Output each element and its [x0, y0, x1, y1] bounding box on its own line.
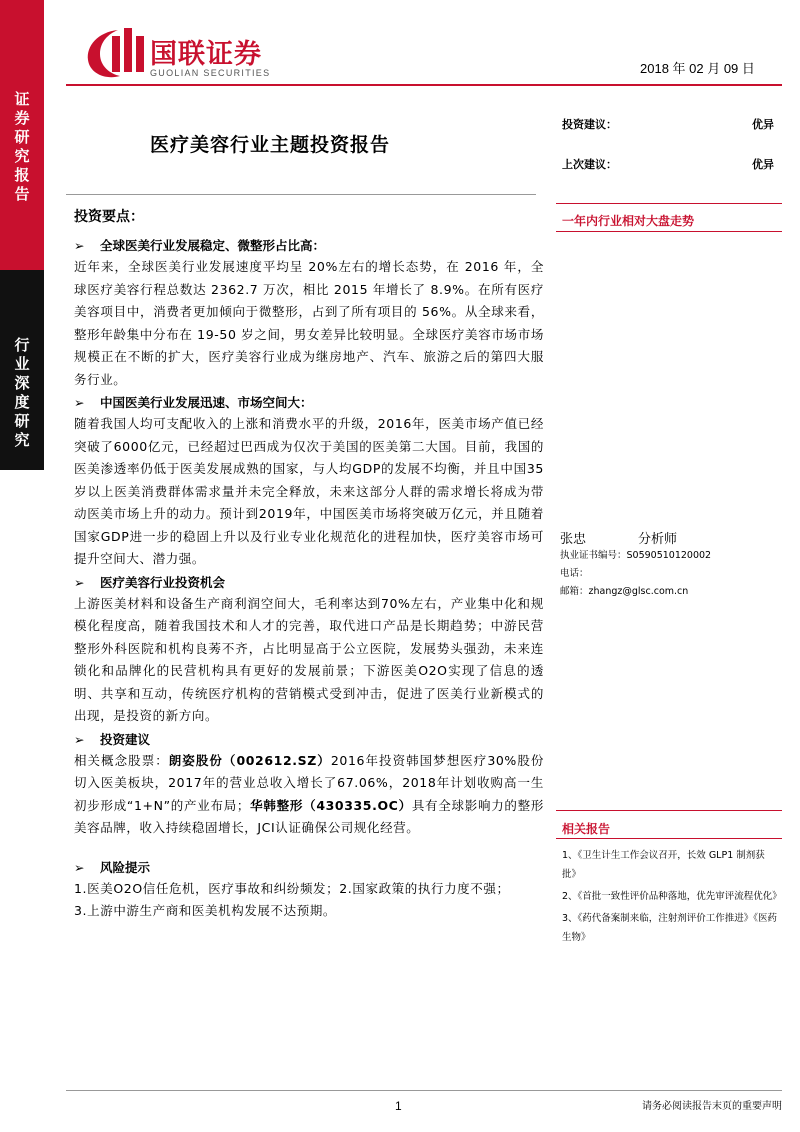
report-title: 医疗美容行业主题投资报告 — [150, 134, 391, 156]
related-item[interactable]: 2、《首批一致性评价品种落地，优先审评流程优化》 — [562, 891, 782, 902]
footer-divider — [66, 1090, 782, 1091]
footer-disclaimer: 请务必阅读报告末页的重要声明 — [642, 1101, 782, 1112]
arrow-icon: ➢ — [74, 238, 85, 253]
title-divider — [66, 194, 536, 195]
section-paragraph: 上游医美材料和设备生产商利润空间大，毛利率达到70%左右，产业集中化和规模化程度高，随着我国技术和人才的完善，取代进口产品是长期趋势；中游民营整形外科医院和机构良莠不齐，占比明显高于公立医院，发展势头强劲，未来连锁化和品牌化的民营机构具有更好的发展前景；下游医美O2O实现了信息的透明、共享和互动，传统医疗机构的营销模式受到冲击，促进了医美行业新模式的出现，是投资的新方向。 — [74, 595, 544, 723]
section-paragraph: 随着我国人均可支配收入的上涨和消费水平的升级，2016年，医美市场产值已经突破了6000亿元，已经超过巴西成为仅次于美国的医美第二大国。目前，我国的医美渗透率仍低于医美发展成熟的国家，与人均GDP的发展不均衡，并且中国35岁以上医美消费群体需求量并未完全释放，未来这部分人群的需求增长将成为带动医美市场上升的动力。预计到2019年，中国医美市场将突破万亿元，并且随着国家GDP进一步的稳固上升以及行业专业化规范化的进程加快，医疗美容市场可提升空间大、潜力强。 — [74, 416, 544, 566]
arrow-icon: ➢ — [74, 395, 85, 410]
rating-previous-label: 上次建议： — [562, 158, 617, 171]
section-heading: ➢ 投资建议 — [74, 730, 544, 750]
logo-text-cn: 国联证券 — [150, 39, 262, 70]
sidebar-category-top: 证 券 研 究 报 告 — [14, 90, 30, 203]
analyst-license: 执业证书编号：S0590510120002 — [560, 550, 712, 561]
page-number: 1 — [395, 1099, 402, 1113]
risk-line: 1.医美O2O信任危机，医疗事故和纠纷频发；2.国家政策的执行力度不强； — [74, 880, 510, 896]
section-paragraph: 相关概念股票：朗姿股份（002612.SZ）2016年投资韩国梦想医疗30%股份切入医美板块，2017年的营业总收入增长了67.06%，2018年计划收购高一生初步形成“1+N”的产业布局；华韩整形（430335.OC）具有全球影响力的整形美容品牌，收入持续稳固增长，JCI认证确保公司规化经营。 — [74, 752, 544, 835]
arrow-icon: ➢ — [74, 859, 85, 875]
performance-heading: 一年内行业相对大盘走势 — [562, 214, 695, 228]
rating-previous-value: 优异 — [752, 158, 774, 171]
section-heading: ➢ 医疗美容行业投资机会 — [74, 573, 544, 593]
related-item[interactable]: 1、《卫生计生工作会议召开，长效 GLP1 制剂获批》 — [562, 850, 765, 880]
related-divider-bottom — [556, 838, 782, 839]
header-divider — [66, 84, 782, 86]
analyst-role: 分析师 — [638, 532, 678, 547]
performance-divider-top — [556, 203, 782, 204]
stock-name: 朗姿股份（002612.SZ） — [168, 752, 331, 768]
section-heading: ➢ 中国医美行业发展迅速、市场空间大： — [74, 393, 544, 413]
sidebar-category-mid: 行 业 深 度 研 究 — [14, 336, 30, 449]
related-heading: 相关报告 — [562, 822, 611, 836]
key-points-heading: 投资要点： — [74, 209, 144, 225]
main-content — [74, 206, 544, 923]
related-item[interactable]: 3、《药代备案制来临，注射剂评价工作推进》《医药生物》 — [562, 913, 778, 943]
logo-text-en: GUOLIAN SECURITIES — [150, 68, 271, 78]
report-date: 2018 年 02 月 09 日 — [640, 61, 755, 76]
analyst-name: 张忠 — [560, 532, 587, 547]
analyst-email: 邮箱：zhangz@glsc.com.cn — [560, 586, 689, 597]
stock-name: 华韩整形（430335.OC） — [250, 797, 412, 813]
related-list — [562, 846, 782, 950]
section-heading: ➢ 风险提示 — [74, 858, 544, 878]
risk-line: 3.上游中游生产商和医美机构发展不达预期。 — [74, 903, 337, 918]
analyst-phone: 电话： — [560, 568, 589, 579]
rating-current-label: 投资建议： — [562, 118, 617, 131]
arrow-icon: ➢ — [74, 574, 85, 590]
performance-divider-bottom — [556, 231, 782, 232]
analyst-info — [560, 528, 782, 601]
section-heading: ➢ 全球医美行业发展稳定、微整形占比高： — [74, 236, 544, 256]
arrow-icon: ➢ — [74, 731, 85, 747]
section-paragraph: 近年来，全球医美行业发展速度平均呈 20%左右的增长态势，在 2016 年，全球医疗美容行程总数达 2362.7 万次，相比 2015 年增长了 8.9%。在所有医疗美容项目中，消费者更加倾向于微整形，占到了所有项目的 56%。从全球来看，整形年龄集中分布在 19-50 岁之间，男女差异比较明显。全球医疗美容市场市场规模正在不断的扩大，医疗美容行业成为继房地产、汽车、旅游之后的第四大服务行业。 — [74, 259, 544, 387]
related-divider-top — [556, 810, 782, 811]
rating-current-value: 优异 — [752, 118, 774, 131]
